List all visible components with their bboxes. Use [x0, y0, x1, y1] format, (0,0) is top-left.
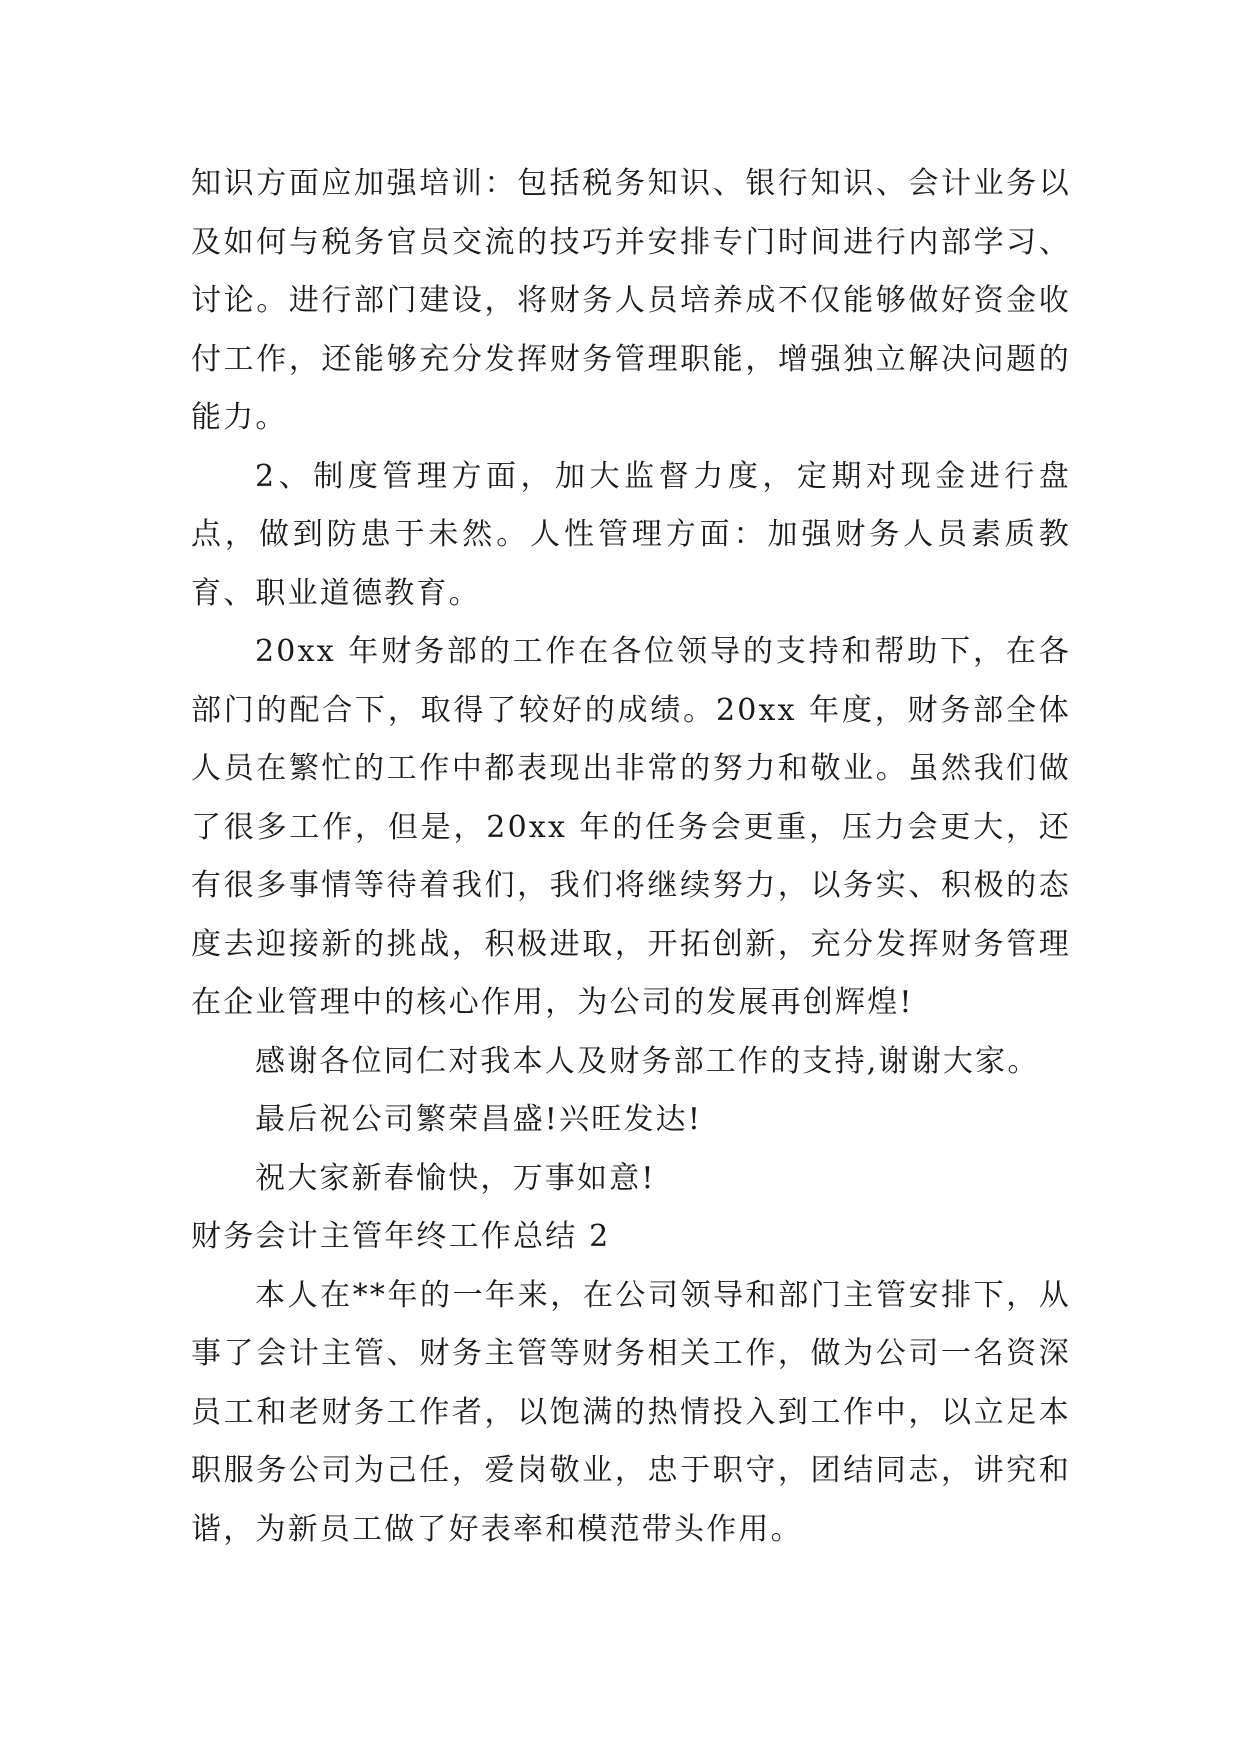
paragraph-wishes-company: 最后祝公司繁荣昌盛!兴旺发达!: [255, 1102, 703, 1137]
section-heading: 财务会计主管年终工作总结 2: [191, 1219, 611, 1254]
paragraph-training: 知识方面应加强培训：包括税务知识、银行知识、会计业务以及如何与税务官员交流的技巧并安排专门时间进行内部学习、讨论。进行部门建设，将财务人员培养成不仅能够做好资金收付工作，还能够充分发挥财务管理职能，增强独立解决问题的能力。: [191, 166, 1071, 435]
paragraph-annual-review: 20xx 年财务部的工作在各位领导的支持和帮助下，在各部门的配合下，取得了较好的成绩。20xx 年度，财务部全体人员在繁忙的工作中都表现出非常的努力和敬业。虽然我们做了很多工作，但是，20xx 年的任务会更重，压力会更大，还有很多事情等待着我们，我们将继续努力，以务实、积极的态度去迎接新的挑战，积极进取，开拓创新，充分发挥财务管理在企业管理中的核心作用，为公司的发展再创辉煌!: [191, 634, 1071, 1020]
paragraph-system-management: 2、制度管理方面，加大监督力度，定期对现金进行盘点，做到防患于未然。人性管理方面：加强财务人员素质教育、职业道德教育。: [191, 458, 1071, 611]
paragraph-self-introduction: 本人在**年的一年来，在公司领导和部门主管安排下，从事了会计主管、财务主管等财务相关工作，做为公司一名资深员工和老财务工作者，以饱满的热情投入到工作中，以立足本职服务公司为己任，爱岗敬业，忠于职守，团结同志，讲究和谐，为新员工做了好表率和模范带头作用。: [191, 1277, 1071, 1547]
paragraph-thanks: 感谢各位同仁对我本人及财务部工作的支持,谢谢大家。: [255, 1043, 1040, 1079]
paragraph-wishes-everyone: 祝大家新春愉快，万事如意!: [255, 1160, 656, 1196]
document-body: [191, 155, 1071, 1559]
